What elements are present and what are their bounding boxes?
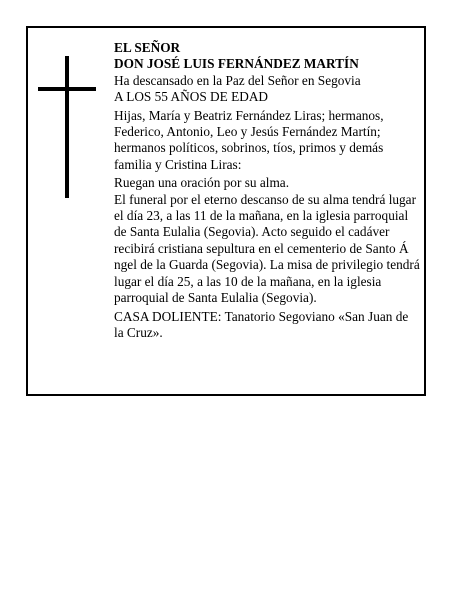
cross-vertical-bar: [65, 56, 69, 198]
obituary-text: [114, 40, 420, 341]
cross-icon: [38, 56, 96, 198]
mourning-house-paragraph: CASA DOLIENTE: Tanatorio Segoviano «San Juan de la Cruz».: [114, 308, 409, 340]
family-paragraph: Hijas, María y Beatriz Fernández Liras; hermanos, Federico, Antonio, Leo y Jesús Fernández Martín; hermanos políticos, sobrinos, tíos, primos y demás familia y Cristina Liras:: [114, 107, 384, 172]
title-line-2: DON JOSÉ LUIS FERNÁNDEZ MARTÍN: [114, 56, 359, 72]
cross-horizontal-bar: [38, 87, 96, 91]
age-line: A LOS 55 AÑOS DE EDAD: [114, 89, 269, 105]
title-line-1: EL SEÑOR: [114, 40, 181, 55]
funeral-paragraph: El funeral por el eterno descanso de su alma tendrá lugar el día 23, a las 11 de la mañana, en la iglesia parroquial de Santa Eulalia (Segovia). Acto seguido el cadáver recibirá cristiana sepultura en el cementerio de Santo Á ngel de la Guarda (Segovia). La misa de privilegio tendrá lugar el día 25, a las 10 de la mañana, en la iglesia parroquial de Santa Eulalia (Segovia).: [114, 191, 420, 306]
obituary-card: [26, 26, 426, 396]
prayer-paragraph: Ruegan una oración por su alma.: [114, 175, 290, 191]
rest-line: Ha descansado en la Paz del Señor en Segovia: [114, 72, 361, 88]
